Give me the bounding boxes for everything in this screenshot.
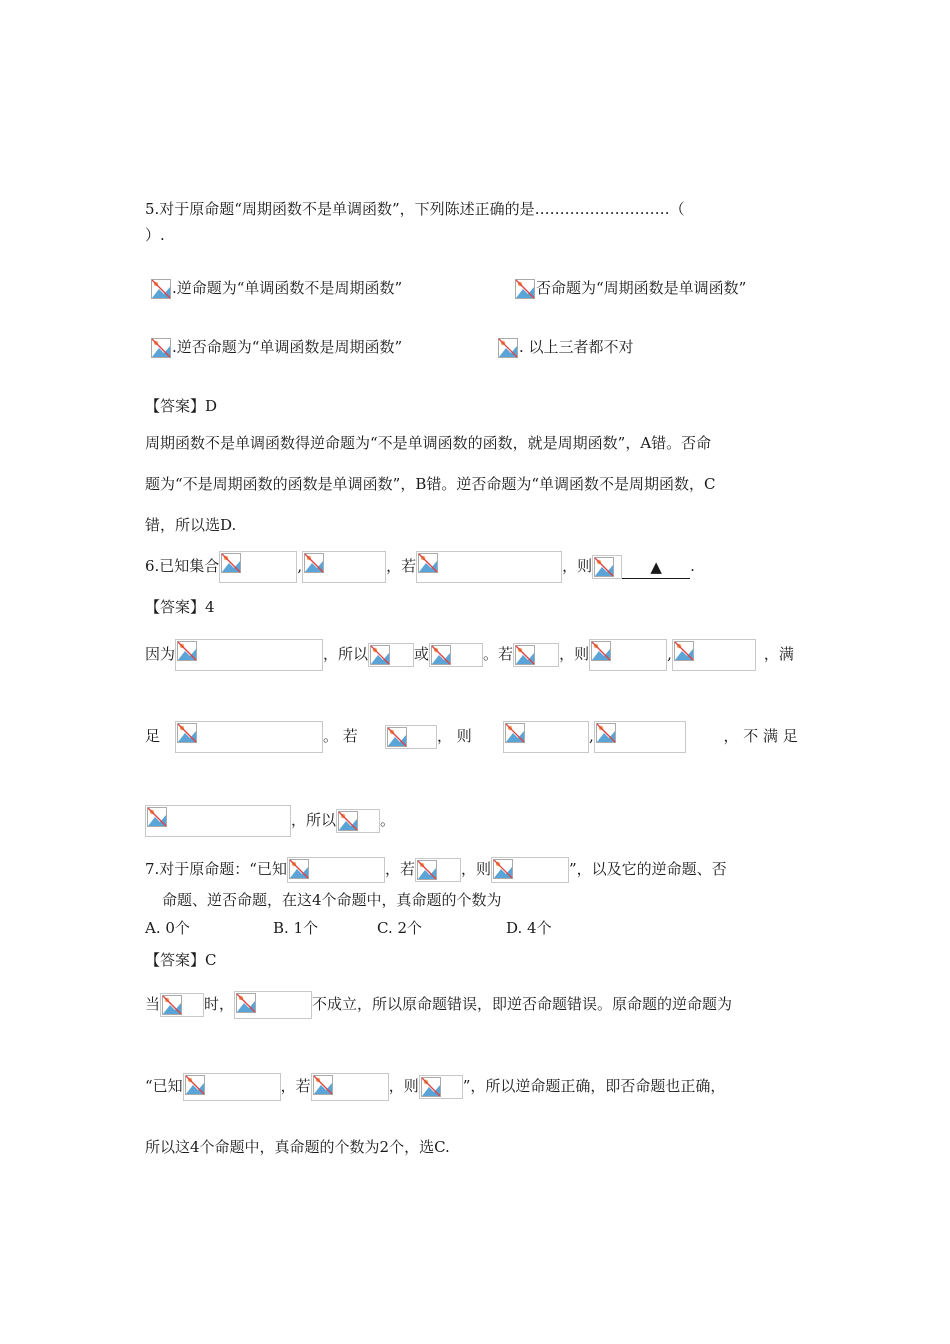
q5-stem-end-text: ）. xyxy=(145,226,165,244)
formula-image xyxy=(419,1075,463,1099)
formula-image xyxy=(416,551,562,583)
option-text: D. 4个 xyxy=(506,919,552,937)
explanation-text: 不成立，所以原命题错误，即逆否命题错误。原命题的逆命题为 xyxy=(312,995,733,1013)
q7-stem-line-1 xyxy=(145,856,727,882)
explanation-text: 题为“不是周期函数的函数是单调函数”，B错。逆否命题为“单调函数不是周期函数，C xyxy=(145,475,716,493)
explanation-text: 因为 xyxy=(145,645,176,663)
formula-image xyxy=(385,725,437,749)
q5-option-a[interactable] xyxy=(150,278,402,300)
stem-text: ，若 xyxy=(386,557,417,575)
q6-stem xyxy=(145,550,695,582)
option-text: A. 0个 xyxy=(145,919,190,937)
explanation-text: ”，所以逆命题正确，即否命题也正确， xyxy=(462,1077,726,1095)
stem-text: ”，以及它的逆命题、否 xyxy=(569,860,727,878)
stem-text: 7.对于原命题：“已知 xyxy=(145,860,287,878)
q6-explanation-line-2 xyxy=(145,720,798,752)
explanation-text: 足 xyxy=(145,727,161,745)
explanation-text: 。 xyxy=(380,811,396,829)
broken-image-icon xyxy=(150,278,172,300)
formula-image xyxy=(287,857,385,883)
q7-explanation-line-1 xyxy=(145,988,732,1020)
explanation-text: 所以这4个命题中，真命题的个数为2个，选C. xyxy=(145,1138,450,1156)
q5-option-a-text: .逆命题为“单调函数不是周期函数” xyxy=(172,279,403,297)
explanation-text: ，所以 xyxy=(323,645,369,663)
q7-explanation-line-2 xyxy=(145,1070,725,1102)
q6-answer xyxy=(145,597,215,617)
explanation-text: ， 不 满 足 xyxy=(723,727,798,745)
formula-image xyxy=(592,555,622,579)
q5-answer xyxy=(145,396,217,416)
answer-blank[interactable] xyxy=(622,556,690,579)
formula-image xyxy=(429,643,483,667)
q5-stem xyxy=(145,199,685,219)
q7-option-a[interactable] xyxy=(145,918,190,938)
formula-image xyxy=(160,993,204,1017)
q7-option-b[interactable] xyxy=(273,918,318,938)
broken-image-icon xyxy=(497,337,519,359)
stem-text: . xyxy=(690,557,695,575)
explanation-text: 错，所以选D. xyxy=(145,516,237,534)
formula-image xyxy=(183,1073,281,1101)
formula-image xyxy=(503,721,589,753)
explanation-text: 当 xyxy=(145,995,161,1013)
explanation-text: 时， xyxy=(204,995,235,1013)
answer-label: 【答案】C xyxy=(145,951,217,969)
explanation-text: 。 若 xyxy=(323,727,358,745)
q5-stem-end xyxy=(145,225,165,245)
q5-stem-text: 5.对于原命题“周期函数不是单调函数”，下列陈述正确的是………………………（ xyxy=(145,200,685,218)
explanation-text: 。若 xyxy=(483,645,514,663)
q5-option-b-text: 否命题为“周期函数是单调函数” xyxy=(536,279,747,297)
stem-text: ，则 xyxy=(562,557,593,575)
triangle-marker: ▲ xyxy=(650,557,662,576)
formula-image xyxy=(672,639,756,671)
formula-image xyxy=(302,551,386,583)
option-text: C. 2个 xyxy=(377,919,423,937)
explanation-text: ，则 xyxy=(559,645,590,663)
formula-image xyxy=(336,809,380,833)
formula-image xyxy=(234,991,312,1019)
explanation-text: , xyxy=(667,645,672,663)
q5-option-c[interactable] xyxy=(150,337,402,359)
q6-explanation-line-3 xyxy=(145,804,395,836)
q7-answer xyxy=(145,950,216,970)
stem-text: , xyxy=(297,557,303,575)
q5-option-d[interactable] xyxy=(497,337,634,359)
formula-image xyxy=(594,721,686,753)
explanation-text: ，若 xyxy=(280,1077,311,1095)
formula-image xyxy=(145,805,291,837)
formula-image xyxy=(175,639,323,671)
answer-label: 【答案】4 xyxy=(145,598,215,616)
formula-image xyxy=(219,551,297,583)
broken-image-icon xyxy=(514,278,536,300)
formula-image xyxy=(589,639,667,671)
formula-image xyxy=(513,643,559,667)
explanation-text: 周期函数不是单调函数得逆命题为“不是单调函数的函数，就是周期函数”，A错。否命 xyxy=(145,434,712,452)
option-text: B. 1个 xyxy=(273,919,319,937)
q5-option-b[interactable] xyxy=(514,278,746,300)
q6-explanation-line-1 xyxy=(145,638,794,670)
formula-image xyxy=(175,721,323,753)
formula-image xyxy=(311,1073,389,1101)
explanation-text: “已知 xyxy=(145,1077,183,1095)
stem-text: 6.已知集合 xyxy=(145,557,220,575)
q5-explanation-line-1 xyxy=(145,433,711,453)
q7-option-c[interactable] xyxy=(377,918,422,938)
stem-text: 命题、逆否命题，在这4个命题中，真命题的个数为 xyxy=(162,891,502,909)
answer-label: 【答案】D xyxy=(145,397,218,415)
q7-explanation-line-3 xyxy=(145,1137,450,1157)
formula-image xyxy=(368,643,414,667)
q7-stem-line-2 xyxy=(162,890,502,910)
explanation-text: ，所以 xyxy=(291,811,337,829)
explanation-text: 或 xyxy=(414,645,430,663)
q5-explanation-line-2 xyxy=(145,474,716,494)
q7-option-d[interactable] xyxy=(506,918,552,938)
explanation-text: ， 则 xyxy=(437,727,472,745)
broken-image-icon xyxy=(150,337,172,359)
q5-option-d-text: . 以上三者都不对 xyxy=(519,338,634,356)
formula-image xyxy=(491,857,569,883)
q5-option-c-text: .逆否命题为“单调函数是周期函数” xyxy=(172,338,403,356)
stem-text: ，则 xyxy=(461,860,492,878)
formula-image xyxy=(415,858,461,882)
explanation-text: , xyxy=(589,727,594,745)
q5-explanation-line-3 xyxy=(145,515,236,535)
explanation-text: ，满 xyxy=(763,645,794,663)
stem-text: ，若 xyxy=(384,860,415,878)
explanation-text: ，则 xyxy=(388,1077,419,1095)
